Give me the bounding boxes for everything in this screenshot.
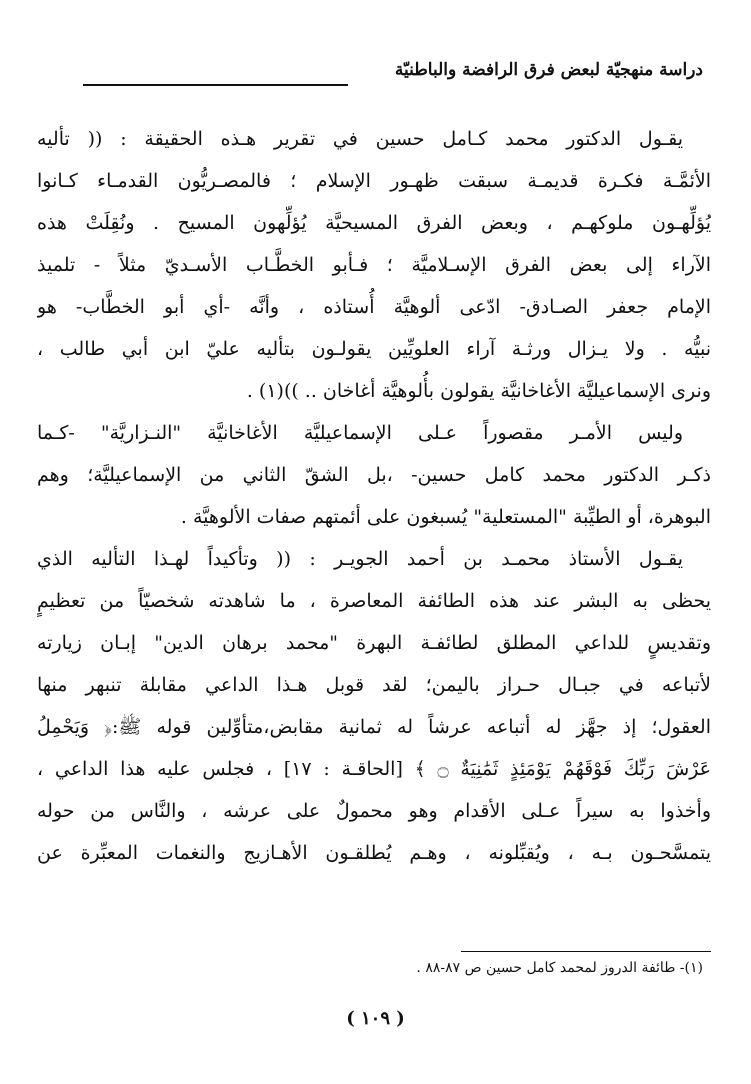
footnote-rule [461, 951, 711, 952]
footnote: (١)- طائفة الدروز لمحمد كامل حسين ص ٨٧-٨٨ . [416, 960, 703, 976]
text-line: نبيُّه . ولا يـزال ورثـة آراء العلويِّين يقولـون بتأليه عليّ ابن أبي طالب ، [37, 338, 711, 360]
text-line: الآراء إلى بعض الفرق الإسـلاميَّة ؛ فـأبو الخطَّـاب الأسـديّ مثلاً - تلميذ [37, 254, 711, 276]
main-text [37, 118, 711, 874]
header-title: دراسة منهجيّة لبعض فرق الرافضة والباطنيّة [394, 60, 703, 80]
header-rule [83, 84, 348, 86]
text-line: لأتباعه في جبـال حـراز باليمن؛ لقد قوبل هـذا الداعي مقابلة تنبهر منها [37, 674, 711, 696]
text-line: يُؤلِّهـون ملوكهـم ، وبعض الفرق المسيحيَّة يُؤلِّهون المسيح . ونُقِلَتْ هذه [37, 212, 711, 234]
text-line: وليس الأمـر مقصوراً عـلى الإسماعيليَّة الأغاخانيَّة "النـزاريَّة" -كـما [37, 422, 683, 444]
text-line: الإمام جعفر الصـادق- ادّعى ألوهيَّة أُستاذه ، وأنَّه -أي أبو الخطَّاب- هو [37, 296, 711, 318]
text-line: وأخذوا به سيراً عـلى الأقدام وهو محمولٌ على عرشه ، والنَّاس من حوله [37, 800, 711, 822]
text-line: يحظى به البشر عند هذه الطائفة المعاصرة ، ما شاهدته شخصيّاً من تعظيمٍ [37, 590, 711, 612]
text-line: العقول؛ إذ جهَّز له أتباعه عرشاً له ثمانية مقابض،متأوِّلين قوله ﷺ:﴿ وَيَحْمِلُ [37, 716, 711, 738]
text-line: ونرى الإسماعيليَّة الأغاخانيَّة يقولون بأُلوهيَّة أغاخان .. ))(١) . [246, 380, 711, 402]
running-header [83, 60, 703, 94]
text-line: الأئمَّـة فكـرة قديمـة سبقت ظهـور الإسلام ؛ فالمصـريُّون القدمـاء كـانوا [37, 170, 711, 192]
text-line: البوهرة، أو الطيِّبة "المستعلية" يُسبغون على أئمتهم صفات الألوهيَّة . [180, 506, 711, 528]
text-line: يقـول الأستاذ محمـد بن أحمد الجويـر : (( وتأكيداً لهـذا التأليه الذي [37, 548, 683, 570]
text-line: يقـول الدكتور محمد كـامل حسين في تقرير هـذه الحقيقة : (( تأليه [37, 128, 683, 150]
text-line: وتقديسٍ للداعي المطلق لطائفـة البهرة "محمد برهان الدين" إبـان زيارته [37, 632, 711, 654]
text-line: ذكـر الدكتور محمد كامل حسين- ،بل الشقّ الثاني من الإسماعيليَّة؛ وهم [37, 464, 711, 486]
page-number: ( ١٠٩ ) [346, 1008, 405, 1029]
text-line: يتمسَّحـون بـه ، ويُقبِّلونه ، وهـم يُطلقـون الأهـازيج والنغمات المعبِّرة عن [37, 842, 711, 864]
text-line: عَرْشَ رَبِّكَ فَوْقَهُمْ يَوْمَئِذٍ ثَمَٰنِيَةٌ ۝ ﴾ [الحاقـة : ١٧] ، فجلس عليه هذا الداعي ، [37, 758, 711, 780]
